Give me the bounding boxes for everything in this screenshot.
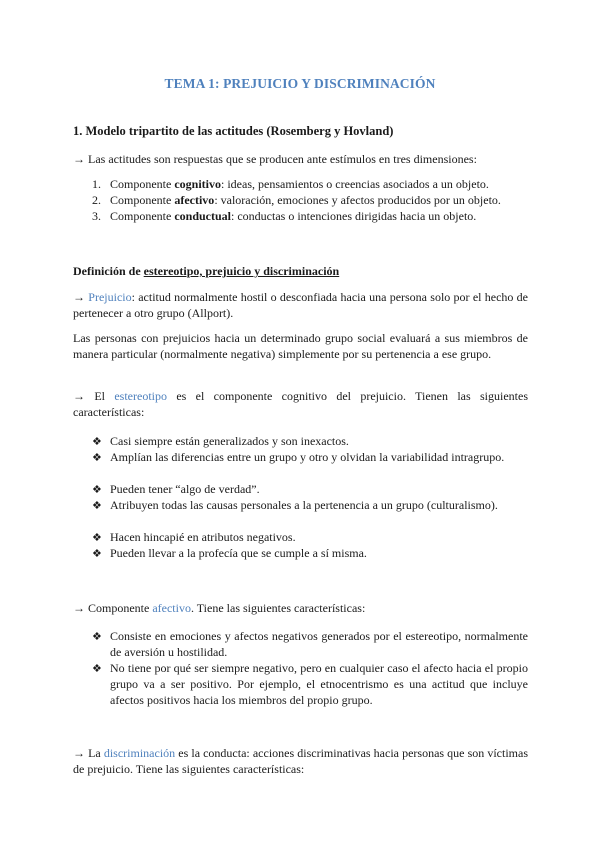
arrow: →	[73, 290, 89, 304]
list-item	[92, 628, 528, 660]
list-number: 2.	[92, 193, 101, 207]
prejuicio-description: Las personas con prejuicios hacia un determinado grupo social evaluará a sus miembros de manera particular (normalmente negativa) simplemente por su pertenencia a ese grupo.	[73, 331, 528, 361]
section-heading-definicion	[73, 264, 339, 279]
paragraph-text: → Componente	[73, 601, 153, 615]
list-item	[92, 481, 528, 497]
list-text: : conductas o intenciones dirigidas hacia un objeto.	[231, 209, 477, 223]
diamond-bullet-icon: ❖	[92, 452, 102, 464]
bullet-text: Consiste en emociones y afectos negativos generados por el estereotipo, normalmente de aversión u hostilidad.	[110, 629, 528, 659]
list-number: 1.	[92, 177, 101, 191]
heading-underlined: estereotipo, prejuicio y discriminación	[143, 264, 340, 278]
list-text: Componente	[110, 209, 175, 223]
list-text: : valoración, emociones y afectos producidos por un objeto.	[214, 193, 501, 207]
diamond-bullet-icon: ❖	[92, 663, 102, 675]
paragraph-text: → El	[73, 389, 115, 403]
list-term: conductual	[174, 209, 232, 223]
bullet-text: Pueden tener “algo de verdad”.	[110, 482, 260, 496]
list-item	[92, 497, 528, 513]
term-afectivo: afectivo	[152, 601, 191, 615]
diamond-bullet-icon: ❖	[92, 631, 102, 643]
diamond-bullet-icon: ❖	[92, 532, 102, 544]
diamond-bullet-icon: ❖	[92, 484, 102, 496]
list-term: cognitivo	[174, 177, 221, 191]
paragraph-text: : actitud normalmente hostil o desconfiada hacia una persona solo por el hecho de pertenecer a otro grupo (Allport).	[73, 290, 529, 320]
estereotipo-paragraph	[73, 388, 528, 420]
bullet-text: Pueden llevar a la profecía que se cumple a sí misma.	[110, 546, 367, 560]
bullet-text: Amplían las diferencias entre un grupo y otro y olvidan la variabilidad intragrupo.	[110, 450, 505, 464]
list-item	[92, 449, 528, 465]
term-prejuicio: Prejuicio	[88, 290, 132, 304]
intro-paragraph: → Las actitudes son respuestas que se producen ante estímulos en tres dimensiones:	[73, 152, 477, 166]
page-title: TEMA 1: PREJUICIO Y DISCRIMINACIÓN	[164, 76, 436, 91]
list-item	[92, 529, 528, 545]
afectivo-paragraph	[73, 600, 528, 616]
diamond-bullet-icon: ❖	[92, 548, 102, 560]
list-item	[92, 660, 528, 708]
list-item	[92, 176, 489, 192]
heading-text: Definición de	[73, 264, 144, 278]
list-number: 3.	[92, 209, 101, 223]
paragraph-text: → La	[73, 746, 104, 760]
paragraph-text: . Tiene las siguientes características:	[190, 601, 366, 615]
bullet-text: Atribuyen todas las causas personales a la pertenencia a un grupo (culturalismo).	[110, 498, 498, 512]
term-discriminacion: discriminación	[103, 746, 176, 760]
diamond-bullet-icon: ❖	[92, 500, 102, 512]
list-text: Componente	[110, 193, 175, 207]
bullet-text: Casi siempre están generalizados y son inexactos.	[110, 434, 349, 448]
list-term: afectivo	[174, 193, 215, 207]
bullet-text: No tiene por qué ser siempre negativo, pero en cualquier caso el afecto hacia el propio grupo va a ser positivo. Por ejemplo, el etnocentrismo es una actitud que incluye afectos positivos hacia los miembros del propio grupo.	[110, 661, 528, 707]
list-text: : ideas, pensamientos o creencias asociados a un objeto.	[221, 177, 489, 191]
term-estereotipo: estereotipo	[114, 389, 167, 403]
list-item	[92, 208, 476, 224]
prejuicio-paragraph	[73, 289, 528, 321]
list-item	[92, 545, 528, 561]
section-heading-modelo: 1. Modelo tripartito de las actitudes (Rosemberg y Hovland)	[73, 124, 394, 138]
bullet-text: Hacen hincapié en atributos negativos.	[110, 530, 296, 544]
discriminacion-paragraph	[73, 745, 528, 777]
list-item	[92, 433, 528, 449]
list-text: Componente	[110, 177, 175, 191]
paragraph-text: es la conducta: acciones discriminativas hacia personas que son víctimas de prejuicio. Tiene las siguientes características:	[73, 746, 528, 776]
diamond-bullet-icon: ❖	[92, 436, 102, 448]
paragraph-text: es el componente cognitivo del prejuicio. Tienen las siguientes características:	[73, 389, 528, 419]
list-item	[92, 192, 501, 208]
